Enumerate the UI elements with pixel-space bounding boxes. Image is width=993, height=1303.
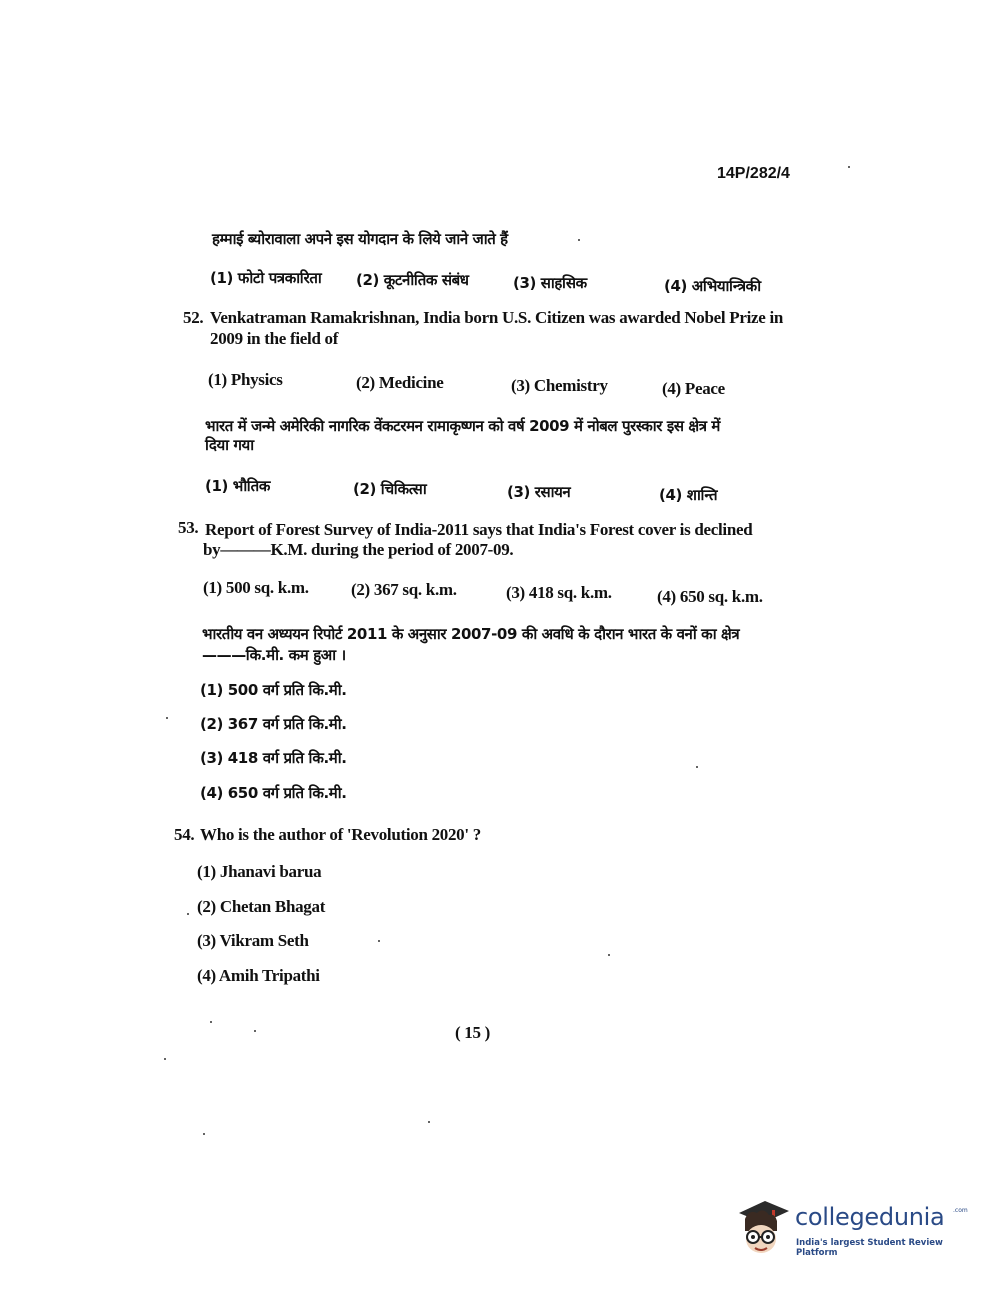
q53-text-line-2: by———K.M. during the period of 2007-09. (203, 540, 514, 559)
q51-option-2: (2) कूटनीतिक संबंध (356, 271, 469, 289)
q52-text-line-2: 2009 in the field of (210, 329, 339, 348)
brand-suffix: .com (953, 1207, 968, 1214)
q51-option-4: (4) अभियान्त्रिकी (664, 277, 761, 295)
mascot-icon (735, 1195, 791, 1265)
q51-option-3: (3) साहसिक (513, 274, 587, 292)
scan-speckle (696, 766, 698, 768)
scan-speckle (166, 717, 168, 719)
q54-option-2: (2) Chetan Bhagat (197, 897, 326, 916)
q51-option-1: (1) फोटो पत्रकारिता (210, 269, 322, 287)
q53-hindi-line-1: भारतीय वन अध्ययन रिपोर्ट 2011 के अनुसार 2007-09 की अवधि के दौरान भारत के वनों का क्षेत्र (202, 625, 740, 643)
q53-text-line-1: Report of Forest Survey of India-2011 says that India's Forest cover is declined (205, 520, 753, 539)
q52-hindi-option-2: (2) चिकित्सा (353, 480, 427, 498)
q52-option-4: (4) Peace (662, 379, 725, 398)
q54-text: Who is the author of 'Revolution 2020' ? (200, 825, 481, 844)
q52-option-3: (3) Chemistry (511, 376, 608, 395)
q52-option-2: (2) Medicine (356, 373, 444, 392)
q54-option-4: (4) Amih Tripathi (197, 966, 320, 985)
paper-code: 14P/282/4 (717, 165, 790, 182)
q52-text-line-1: Venkatraman Ramakrishnan, India born U.S. Citizen was awarded Nobel Prize in (210, 308, 784, 327)
q53-hindi-line-2: ———कि.मी. कम हुआ । (202, 646, 346, 664)
scan-speckle (164, 1058, 166, 1060)
q52-number: 52. (183, 308, 204, 327)
q52-hindi-option-4: (4) शान्ति (659, 486, 718, 504)
q53-option-3: (3) 418 sq. k.m. (506, 583, 612, 602)
scan-speckle (203, 1133, 205, 1135)
scan-speckle (378, 940, 380, 942)
q52-hindi-option-3: (3) रसायन (507, 483, 571, 501)
brand-name: collegedunia (795, 1203, 945, 1231)
q54-option-3: (3) Vikram Seth (197, 931, 309, 950)
q52-hindi-option-1: (1) भौतिक (205, 477, 270, 495)
scan-speckle (187, 913, 189, 915)
q53-hindi-option-1: (1) 500 वर्ग प्रति कि.मी. (200, 681, 347, 699)
q53-option-2: (2) 367 sq. k.m. (351, 580, 457, 599)
q51-hindi-line: हम्माई ब्योरावाला अपने इस योगदान के लिये जाने जाते हैं (212, 230, 508, 248)
brand-tagline: India's largest Student Review Platform (796, 1238, 943, 1258)
collegedunia-logo (735, 1195, 968, 1265)
q52-option-1: (1) Physics (208, 370, 283, 389)
page-number: ( 15 ) (455, 1023, 491, 1042)
q53-number: 53. (178, 518, 199, 537)
q53-option-1: (1) 500 sq. k.m. (203, 578, 309, 597)
q53-hindi-option-3: (3) 418 वर्ग प्रति कि.मी. (200, 749, 347, 767)
scan-speckle (578, 239, 580, 241)
q52-hindi-line-2: दिया गया (205, 436, 254, 454)
scan-speckle (428, 1121, 430, 1123)
scan-speckle (608, 954, 610, 956)
q53-hindi-option-2: (2) 367 वर्ग प्रति कि.मी. (200, 715, 347, 733)
scan-speckle (210, 1021, 212, 1023)
q54-number: 54. (174, 825, 195, 844)
q53-hindi-option-4: (4) 650 वर्ग प्रति कि.मी. (200, 784, 347, 802)
scan-speckle (848, 166, 850, 168)
q54-option-1: (1) Jhanavi barua (197, 862, 322, 881)
scan-speckle (254, 1030, 256, 1032)
q52-hindi-line-1: भारत में जन्मे अमेरिकी नागरिक वेंकटरमन रामाकृष्णन को वर्ष 2009 में नोबल पुरस्कार इस क्षेत्र में (205, 417, 721, 435)
q53-option-4: (4) 650 sq. k.m. (657, 587, 763, 606)
